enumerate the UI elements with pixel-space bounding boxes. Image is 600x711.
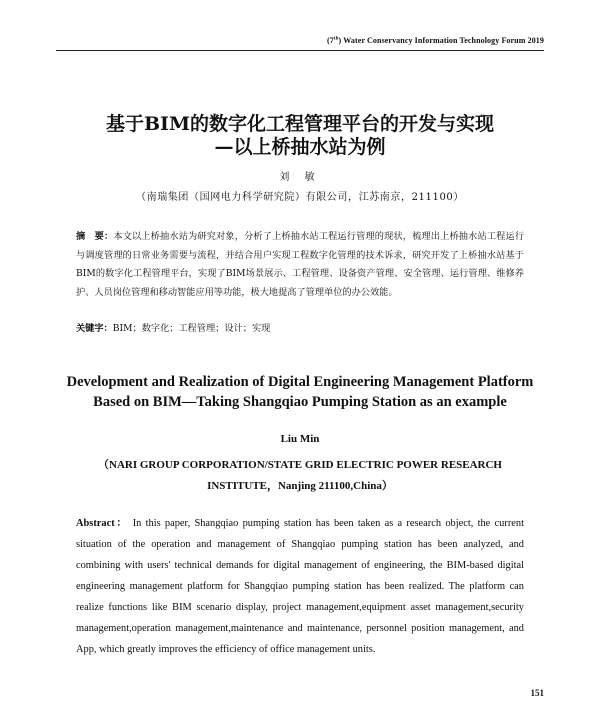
header-prefix: (7 xyxy=(327,36,334,45)
chinese-title xyxy=(0,113,600,159)
page-number: 151 xyxy=(530,688,544,698)
chinese-affiliation: （南瑞集团（国网电力科学研究院）有限公司，江苏南京，211100） xyxy=(136,192,464,203)
chinese-keywords xyxy=(76,320,524,338)
chinese-keywords-label: 关键字： xyxy=(76,323,113,334)
english-abstract-text: In this paper, Shangqiao pumping station has been taken as a research object, the current situation of the operation and management of Shangqiao pumping station has been analyzed, and combining with users' technical demands for digital management of engineering, the BIM-based digital engineering management platform for Shangqiao pumping station has been realized. The platform can realize functions like BIM scenario display, project management,equipment asset management,security management,operation management,maintenance and maintenance, personnel position management, and App, which greatly improves the efficiency of office management units. xyxy=(76,518,524,655)
chinese-author: 刘 敏 xyxy=(279,172,321,183)
chinese-title-line-2: —以上桥抽水站为例 xyxy=(214,136,386,158)
english-abstract xyxy=(76,513,524,660)
header-rule xyxy=(56,50,544,51)
chinese-abstract-text: 本文以上桥抽水站为研究对象，分析了上桥抽水站工程运行管理的现状，梳理出上桥抽水站工程运行与调度管理的日常业务需要与流程，并结合用户实现工程数字化管理的技术诉求，研究开发了上桥抽水站基于BIM的数字化工程管理平台，实现了BIM场景展示、工程管理、设备资产管理、安全管理、运行管理、维修养护、人员岗位管理和移动智能应用等功能，极大地提高了管理单位的办公效能。 xyxy=(76,231,525,298)
header-forum-name: ) Water Conservancy Information Technology Forum 2019 xyxy=(338,36,544,45)
header-superscript: th xyxy=(333,36,339,42)
chinese-abstract xyxy=(76,228,524,302)
english-author: Liu Min xyxy=(280,433,320,445)
english-affiliation: （NARI GROUP CORPORATION/STATE GRID ELECTRIC POWER RESEARCH INSTITUTE，Nanjing 211100,China） xyxy=(98,459,502,492)
chinese-title-line-1: 基于BIM的数字化工程管理平台的开发与实现 xyxy=(106,113,494,135)
english-abstract-label: Abstract： xyxy=(76,518,129,529)
chinese-abstract-label: 摘 要： xyxy=(76,231,114,242)
running-header xyxy=(327,36,544,45)
english-title: Development and Realization of Digital Engineering Management Platform Based on BIM—Taking Shangqiao Pumping Station as an example xyxy=(66,374,534,410)
chinese-keywords-text: BIM；数字化；工程管理；设计；实现 xyxy=(112,323,271,334)
